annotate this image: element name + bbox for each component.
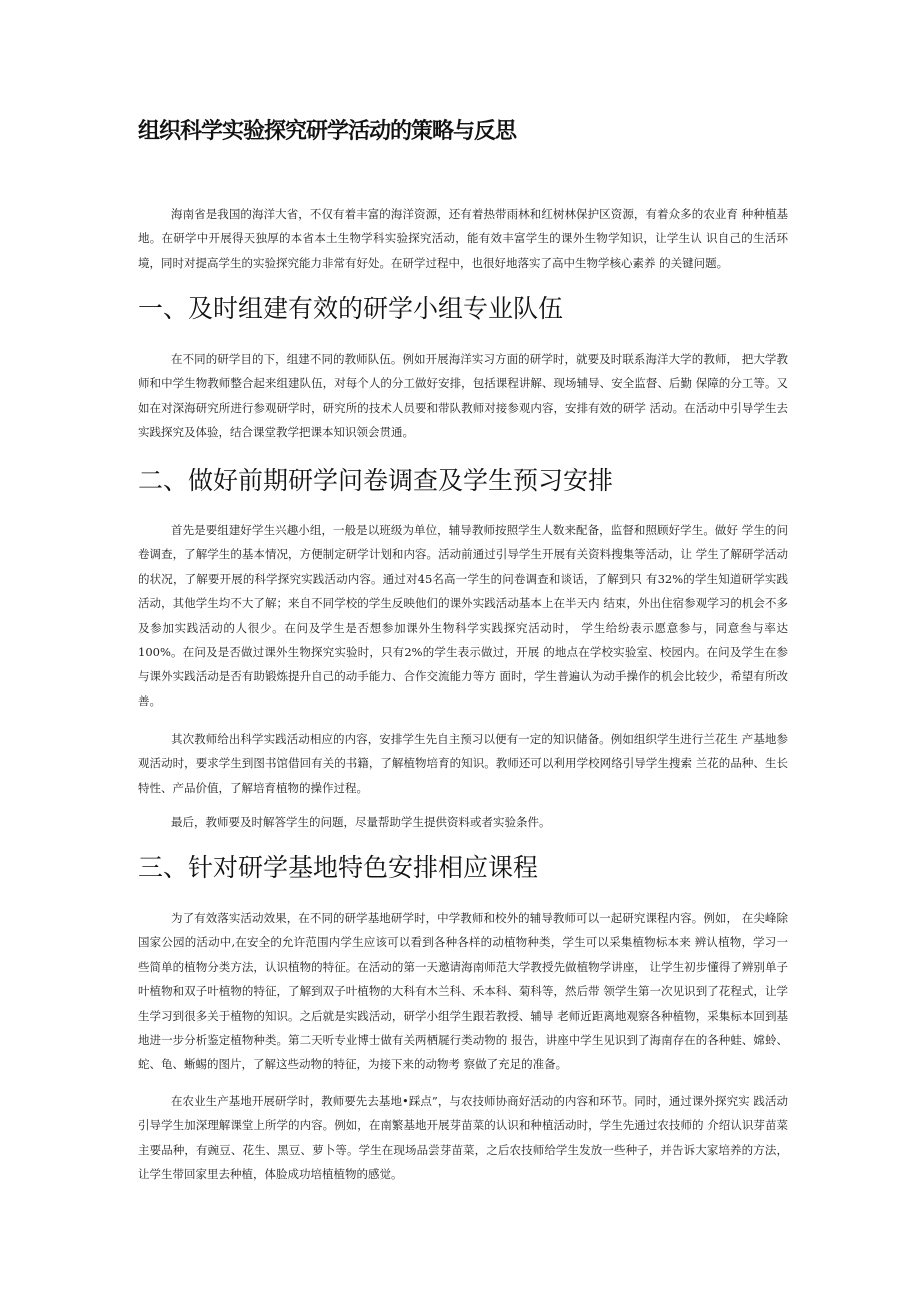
document-title: 组织科学实验探究研学活动的策略与反思 [138,119,517,144]
section-1-paragraph-1: 在不同的研学目的下，组建不同的教师队伍。例如开展海洋实习方面的研学时，就要及时联系海洋大学的教师， 把大学教师和中学生物教师整合起来组建队伍，对每个人的分工做好安排，包括课程讲解、现场辅导、安全监督、后勤 保障的分工等。又如在对深海研究所进行参观研学时，研究所的技术人员要和带队教师对接参观内容，安排有效的研学 活动。在活动中引导学生去实践探究及体验，结合课堂教学把课本知识领会贯通。 [138,352,788,440]
section-2-paragraph-2: 其次教师给出科学实践活动相应的内容，安排学生先自主预习以便有一定的知识储备。例如组织学生进行兰花生 产基地参观活动时，要求学生到图书馆借回有关的书籍，了解植物培育的知识。教师还可以利用学校网络引导学生搜索 兰花的品种、生长特性、产品价值，了解培育植物的操作过程。 [138,732,788,795]
section-3-paragraph-1: 为了有效落实活动效果，在不同的研学基地研学时，中学教师和校外的辅导教师可以一起研究课程内容。例如， 在尖峰除国家公园的活动中,在安全的允许范围内学生应该可以看到各种各样的动植物种类，学生可以采集植物标本来 辨认植物，学习一些简单的植物分类方法，认识植物的特征。在活动的第一天邀请海南师范大学教授先做植物学讲座， 让学生初步懂得了辨别单子叶植物和双子叶植物的特征，了解到双子叶植物的大科有木兰科、禾本科、菊科等，然后带 领学生第一次见识到了花程式，让学生学习到很多关于植物的知识。之后就是实践活动，研学小组学生跟若教授、辅导 老师近距离地观察各种植物，采集标本回到基地进一步分析鉴定植物种类。第二天听专业博士做有关两栖屣行类动物的 报告，讲座中学生见识到了海南存在的各种蛙、嫦蛉、蛇、龟、蜥蜴的图片，了解这些动物的特征，为接下来的动物考 察做了充足的准备。 [138,911,788,1072]
intro-paragraph: 海南省是我国的海洋大省，不仅有着丰富的海洋资源，还有着热带雨林和红树林保护区资源，有着众多的农业育 种种植基地。在研学中开展得天独厚的本省本土生物学科实验探究活动，能有效丰富学生的课外生物学知识，让学生认 识自己的生活环境，同时对提高学生的实验探究能力非常有好处。在研学过程中，也很好地落实了高中生物学核心素养 的关键问题。 [138,207,788,270]
section-3-heading: 三、针对研学基地特色安排相应课程 [138,853,539,882]
section-2-paragraph-3: 最后，教师要及时解答学生的问题，尽量帮助学生提供资料或者实验条件。 [171,815,551,829]
section-2-heading: 二、做好前期研学问卷调查及学生预习安排 [138,466,614,495]
section-3-paragraph-2: 在农业生产基地开展研学时，教师要先去基地•踩点”，与农技师协商好活动的内容和环节。同时，通过课外探究实 践活动引导学生加深理解课堂上所学的内容。例如，在南繁基地开展芽苗菜的认识和种植活动时，学生先通过农技师的 介绍认识芽苗菜主要品种，有豌豆、花生、黑豆、萝卜等。学生在现场品尝芽苗菜，之后农技师给学生发放一些种子，并告诉大家培养的方法，让学生带回家里去种植，体脸成功培植植物的感觉。 [138,1094,788,1182]
section-2-paragraph-1: 首先是要组建好学生兴趣小组，一般是以班级为单位，辅导教师按照学生人数来配备，监督和照顾好学生。做好 学生的问卷调查，了解学生的基本情况，方便制定研学计划和内容。活动前通过引导学生开展有关资料搜集等活动，让 学生了解研学活动的状况，了解要开展的科学探究实践活动内容。通过对45名高一学生的问卷调查和谈话，了解到只 有32%的学生知道研学实践活动，其他学生均不大了解；来自不同学校的学生反映他们的课外实践活动基本上在半天内 结束，外出住宿参观学习的机会不多及参加实践活动的人很少。在问及学生是否想参加课外生物科学实践探究活动时， 学生给纷表示愿意参与，同意叁与率达100%。在问及是否做过课外生物探究实验时，只有2%的学生表示做过，开展 的地点在学校实验室、校园内。在问及学生在参与课外实践活动是否有助锻炼提升自己的动手能力、合作交流能力等方 面时，学生普遍认为动手操作的机会比较少，希望有所改善。 [138,523,788,708]
section-1-heading: 一、及时组建有效的研学小组专业队伍 [138,294,564,323]
